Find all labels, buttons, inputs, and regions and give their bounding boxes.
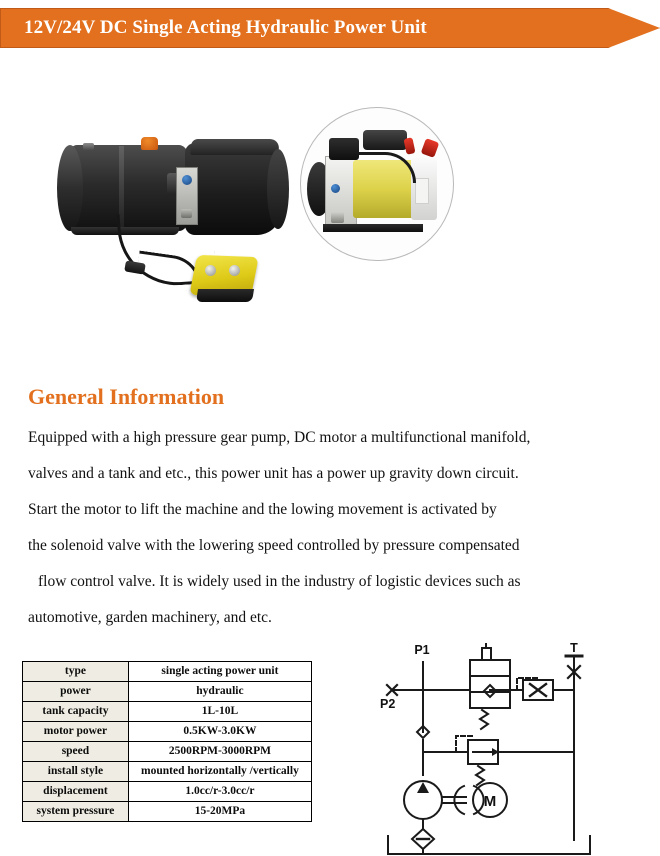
table-row [23, 742, 312, 762]
general-information-heading: General Information [28, 384, 225, 409]
pendant-base [196, 289, 254, 302]
tank-breather-port [83, 143, 94, 150]
spec-value: single acting power unit [128, 662, 311, 682]
spec-value: 1.0cc/r-3.0cc/r [128, 782, 311, 802]
spec-value: 15-20MPa [128, 802, 311, 822]
spec-value: 2500RPM-3000RPM [128, 742, 311, 762]
hydraulic-schematic-diagram [378, 640, 660, 856]
spec-key: install style [23, 762, 129, 782]
inset-cylinder [363, 130, 407, 150]
main-product-photo [45, 115, 295, 300]
inset-red-lever-1 [403, 137, 415, 155]
port-label-t: T [570, 641, 578, 655]
motor-top-plate [190, 139, 280, 155]
spec-key: speed [23, 742, 129, 762]
manifold-blue-knob [182, 175, 192, 185]
inset-bolt [331, 212, 344, 223]
spec-value: 0.5KW-3.0KW [128, 722, 311, 742]
paragraph-line: valves and a tank and etc., this power unit has a power up gravity down circuit. [28, 465, 519, 482]
spec-value: hydraulic [128, 682, 311, 702]
port-label-p1: P1 [414, 643, 430, 657]
inset-red-lever-2 [421, 138, 440, 158]
inset-detail-photo [300, 107, 454, 261]
motor-label: M [483, 793, 497, 810]
spec-key: tank capacity [23, 702, 129, 722]
motor-end-bell [267, 149, 289, 229]
product-photo-area [0, 95, 660, 315]
inset-base-plate [323, 224, 423, 232]
inset-tank-label [415, 178, 429, 204]
general-information-text [28, 420, 628, 636]
table-row [23, 662, 312, 682]
specification-table [22, 661, 312, 822]
spec-key: system pressure [23, 802, 129, 822]
orange-filler-cap [141, 137, 158, 150]
paragraph-line: Start the motor to lift the machine and the lowing movement is activated by [28, 501, 497, 518]
header-banner [0, 8, 660, 48]
paragraph-line: the solenoid valve with the lowering speed controlled by pressure compensated [28, 537, 520, 554]
paragraph-line: Equipped with a high pressure gear pump, DC motor a multifunctional manifold, [28, 429, 531, 446]
cable-plug [124, 260, 146, 274]
inset-blue-knob [331, 184, 340, 193]
inset-hose [359, 152, 416, 183]
page-title: 12V/24V DC Single Acting Hydraulic Power Unit [24, 17, 427, 38]
spec-key: type [23, 662, 129, 682]
pendant-button-down [229, 265, 240, 276]
table-row [23, 802, 312, 822]
spec-value: mounted horizontally /vertically [128, 762, 311, 782]
spec-value: 1L-10L [128, 702, 311, 722]
spec-key: displacement [23, 782, 129, 802]
spec-key: power [23, 682, 129, 702]
paragraph-line: flow control valve. It is widely used in the industry of logistic devices such as [38, 573, 521, 590]
table-row [23, 702, 312, 722]
table-row [23, 762, 312, 782]
pendant-button-up [205, 265, 216, 276]
table-row [23, 682, 312, 702]
port-label-p2: P2 [380, 697, 396, 711]
inset-top-block [329, 138, 359, 160]
table-row [23, 722, 312, 742]
tank-end-cap [57, 145, 83, 231]
spec-key: motor power [23, 722, 129, 742]
paragraph-line: automotive, garden machinery, and etc. [28, 609, 272, 626]
table-row [23, 782, 312, 802]
